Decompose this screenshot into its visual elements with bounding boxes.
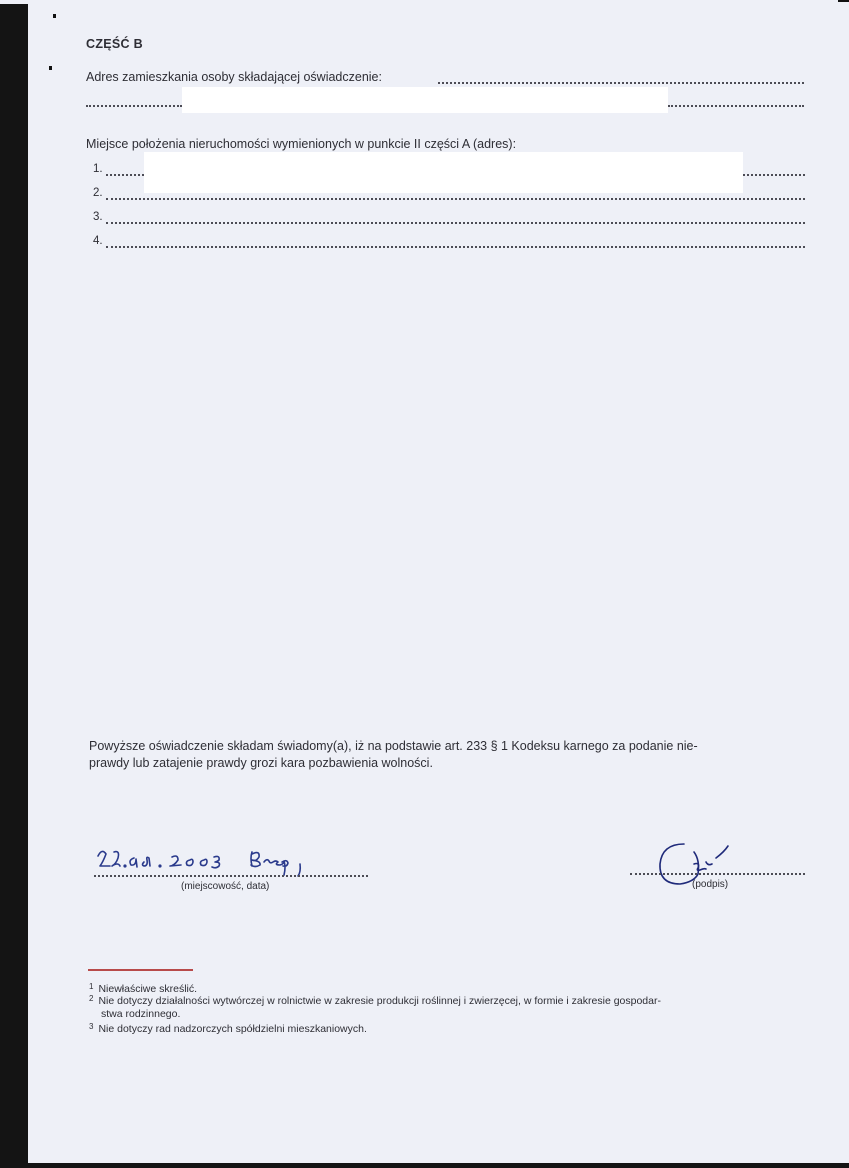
property-item-number: 4. xyxy=(93,235,103,247)
footnote-3 xyxy=(89,1023,367,1036)
place-date-line xyxy=(94,875,368,877)
signature-line xyxy=(630,873,805,875)
property-line-2 xyxy=(106,198,805,200)
footnote-number: 3 xyxy=(89,1022,94,1031)
address-line-1 xyxy=(438,82,804,84)
footnote-2-continued: stwa rodzinnego. xyxy=(101,1008,181,1020)
scan-artifact xyxy=(838,0,849,2)
footnote-separator xyxy=(88,969,193,971)
address-redaction xyxy=(182,87,668,113)
declaration-line-2: prawdy lub zatajenie prawdy grozi kara pozbawienia wolności. xyxy=(89,756,433,770)
scan-artifact xyxy=(53,14,56,18)
declaration-line-1: Powyższe oświadczenie składam świadomy(a), iż na podstawie art. 233 § 1 Kodeksu karnego za podanie nie- xyxy=(89,739,698,753)
footnote-text: Niewłaściwe skreślić. xyxy=(98,983,198,995)
footnote-text: Nie dotyczy rad nadzorczych spółdzielni mieszkaniowych. xyxy=(98,1023,367,1035)
property-redaction xyxy=(144,152,743,193)
property-item-number: 2. xyxy=(93,187,103,199)
signature-caption: (podpis) xyxy=(692,879,729,890)
property-line-3 xyxy=(106,222,805,224)
property-line-1-right xyxy=(743,174,805,176)
section-heading: CZĘŚĆ B xyxy=(86,37,143,51)
property-label: Miejsce położenia nieruchomości wymienionych w punkcie II części A (adres): xyxy=(86,137,517,151)
footnote-number: 1 xyxy=(89,982,94,991)
address-line-2-left xyxy=(86,105,182,107)
property-item-number: 3. xyxy=(93,211,103,223)
property-line-4 xyxy=(106,246,805,248)
place-date-caption: (miejscowość, data) xyxy=(181,881,270,892)
footnote-text: Nie dotyczy działalności wytwórczej w rolnictwie w zakresie produkcji roślinnej i zwierzęcej, w formie i zakresie gospodar- xyxy=(98,995,661,1007)
property-line-1-left xyxy=(106,174,144,176)
property-item-number: 1. xyxy=(93,163,103,175)
footnote-2 xyxy=(89,995,661,1008)
address-line-2-right xyxy=(668,105,804,107)
footnote-number: 2 xyxy=(89,994,94,1003)
scan-artifact xyxy=(49,66,52,70)
address-label: Adres zamieszkania osoby składającej oświadczenie: xyxy=(86,70,382,84)
